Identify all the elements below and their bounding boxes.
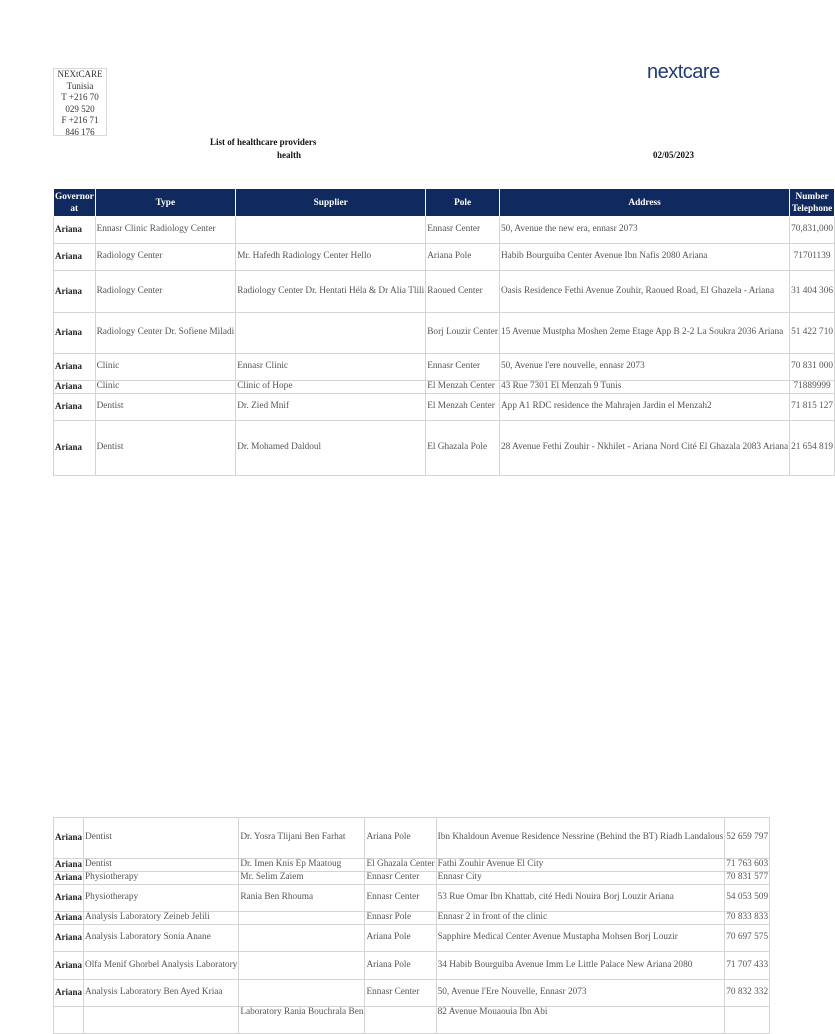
table-row [54,952,770,980]
cell-phone [725,1007,770,1034]
cell-phone: 31 404 306 [790,271,835,313]
cell-type [84,1007,239,1034]
cell-type: Dentist [84,859,239,872]
cell-pole: Ennasr Center [365,872,436,885]
col-header-governorate: Governor at [54,189,96,217]
cell-type: Ennasr Clinic Radiology Center [95,217,236,244]
cell-type: Clinic [95,354,236,381]
cell-phone: 71 763 603 [725,859,770,872]
cell-address: Ennasr City [436,872,725,885]
col-header-phone: Number Telephone [790,189,835,217]
company-phone-line2: 029 520 [65,103,95,114]
cell-governorate: Ariana [54,952,84,980]
providers-table-2 [53,817,770,1034]
cell-type: Dentist [84,818,239,859]
cell-type: Analysis Laboratory Ben Ayed Kriaa [84,980,239,1007]
table-row [54,912,770,925]
cell-type: Radiology Center [95,244,236,271]
cell-address: 15 Avenue Mustpha Moshen 2eme Etage App B 2-2 La Soukra 2036 Ariana [499,313,789,354]
table-row [54,394,835,421]
document-subtitle: health [277,150,302,160]
cell-type: Analysis Laboratory Zeineb Jelili [84,912,239,925]
cell-supplier: Mr. Selim Zaiem [239,872,365,885]
cell-phone: 54 053 509 [725,885,770,912]
cell-address: Habib Bourguiba Center Avenue Ibn Nafis 2080 Ariana [499,244,789,271]
cell-governorate: Ariana [54,885,84,912]
cell-phone: 71701139 [790,244,835,271]
cell-address: Ennasr 2 in front of the clinic [436,912,725,925]
cell-type: Olfa Menif Ghorbel Analysis Laboratory [84,952,239,980]
document-title: List of healthcare providers [210,137,317,147]
cell-governorate: Ariana [54,394,96,421]
cell-pole: Borj Louzir Center [426,313,500,354]
cell-phone: 70 833 833 [725,912,770,925]
cell-type: Radiology Center Dr. Sofiene Miladi [95,313,236,354]
cell-supplier [239,980,365,1007]
cell-supplier [239,912,365,925]
cell-pole: Ariana Pole [365,952,436,980]
cell-address: Ibn Khaldoun Avenue Residence Nessrine (Behind the BT) Riadh Landalous [436,818,725,859]
cell-phone: 70 832 332 [725,980,770,1007]
cell-pole: El Ghazala Center [365,859,436,872]
cell-phone: 21 654 819 [790,421,835,476]
cell-governorate: Ariana [54,859,84,872]
providers-table-1 [53,188,835,476]
cell-address: 50, Avenue l'ere nouvelle, ennasr 2073 [499,354,789,381]
cell-governorate: Ariana [54,912,84,925]
cell-phone: 71 815 127 [790,394,835,421]
cell-supplier [236,217,426,244]
cell-supplier: Dr. Yosra Tlijani Ben Farhat [239,818,365,859]
table-row [54,925,770,952]
cell-governorate: Ariana [54,925,84,952]
table-row [54,859,770,872]
cell-governorate: Ariana [54,421,96,476]
cell-type: Physiotherapy [84,885,239,912]
cell-governorate: Ariana [54,244,96,271]
cell-supplier [239,925,365,952]
company-fax-line1: F +216 71 [61,115,99,126]
cell-pole: El Menzah Center [426,394,500,421]
cell-governorate: Ariana [54,313,96,354]
cell-pole: Ennasr Center [426,354,500,381]
table-row [54,818,770,859]
table-row [54,421,835,476]
cell-phone: 52 659 797 [725,818,770,859]
table-row [54,885,770,912]
cell-address: 82 Avenue Mouaouia Ibn Abi [436,1007,725,1034]
company-logo: nextcare [647,61,720,83]
cell-phone: 70 697 575 [725,925,770,952]
cell-supplier [239,952,365,980]
cell-address: 50, Avenue l'Ere Nouvelle, Ennasr 2073 [436,980,725,1007]
company-name: NEXtCARE [57,69,103,79]
cell-pole: Ennasr Center [426,217,500,244]
table-row [54,1007,770,1034]
table-row [54,872,770,885]
cell-phone: 70 831 000 [790,354,835,381]
cell-supplier: Radiology Center Dr. Hentati Héla & Dr Alia Tlili [236,271,426,313]
cell-phone: 71 707 433 [725,952,770,980]
cell-supplier: Mr. Hafedh Radiology Center Hello [236,244,426,271]
cell-address: 43 Rue 7301 El Menzah 9 Tunis [499,381,789,394]
table-row [54,980,770,1007]
cell-pole [365,1007,436,1034]
cell-address: 34 Habib Bourguiba Avenue Imm Le Little Palace New Ariana 2080 [436,952,725,980]
cell-phone: 51 422 710 [790,313,835,354]
cell-address: 50, Avenue the new era, ennasr 2073 [499,217,789,244]
cell-governorate: Ariana [54,271,96,313]
col-header-address: Address [499,189,789,217]
cell-governorate: Ariana [54,818,84,859]
cell-address: App A1 RDC residence the Mahrajen Jardin el Menzah2 [499,394,789,421]
cell-address: Sapphire Medical Center Avenue Mustapha Mohsen Borj Louzir [436,925,725,952]
cell-supplier: Ennasr Clinic [236,354,426,381]
cell-governorate: Ariana [54,217,96,244]
company-fax-line2: 846 176 [65,126,95,137]
cell-address: Fathi Zouhir Avenue El City [436,859,725,872]
table-header-row [54,189,835,217]
table-row [54,244,835,271]
cell-supplier: Dr. Mohamed Daldoul [236,421,426,476]
cell-pole: Ariana Pole [365,925,436,952]
cell-type: Clinic [95,381,236,394]
cell-governorate: Ariana [54,381,96,394]
cell-address: 28 Avenue Fethi Zouhir - Nkhilet - Ariana Nord Cité El Ghazala 2083 Ariana [499,421,789,476]
company-phone-line1: T +216 70 [61,92,99,103]
cell-type: Analysis Laboratory Sonia Anane [84,925,239,952]
cell-pole: Raoued Center [426,271,500,313]
cell-phone: 70 831 577 [725,872,770,885]
table-row [54,217,835,244]
cell-pole: Ariana Pole [365,818,436,859]
cell-pole: El Menzah Center [426,381,500,394]
document-date: 02/05/2023 [653,150,695,160]
cell-supplier: Dr. Imen Knis Ep Maatoug [239,859,365,872]
company-address-box [53,68,107,136]
cell-pole: El Ghazala Pole [426,421,500,476]
cell-pole: Ariana Pole [426,244,500,271]
cell-governorate: Ariana [54,354,96,381]
cell-supplier: Clinic of Hope [236,381,426,394]
cell-governorate: Ariana [54,872,84,885]
cell-pole: Ennasr Pole [365,912,436,925]
cell-type: Physiotherapy [84,872,239,885]
col-header-type: Type [95,189,236,217]
cell-supplier: Rania Ben Rhouma [239,885,365,912]
cell-type: Dentist [95,421,236,476]
col-header-pole: Pole [426,189,500,217]
table-row [54,354,835,381]
cell-phone: 70,831,000 [790,217,835,244]
company-country: Tunisia [66,80,94,91]
cell-type: Radiology Center [95,271,236,313]
cell-phone: 71889999 [790,381,835,394]
cell-supplier [236,313,426,354]
table-row [54,271,835,313]
col-header-supplier: Supplier [236,189,426,217]
cell-supplier: Dr. Zied Mnif [236,394,426,421]
cell-address: Oasis Residence Fethi Avenue Zouhir, Raoued Road, El Ghazela - Ariana [499,271,789,313]
table-row [54,313,835,354]
cell-type: Dentist [95,394,236,421]
cell-address: 53 Rue Omar Ibn Khattab, cité Hedi Nouira Borj Louzir Ariana [436,885,725,912]
table-row [54,381,835,394]
cell-pole: Ennasr Center [365,885,436,912]
cell-supplier: Laboratory Rania Bouchrala Ben [239,1007,365,1034]
cell-governorate [54,1007,84,1034]
cell-governorate: Ariana [54,980,84,1007]
cell-pole: Ennasr Center [365,980,436,1007]
